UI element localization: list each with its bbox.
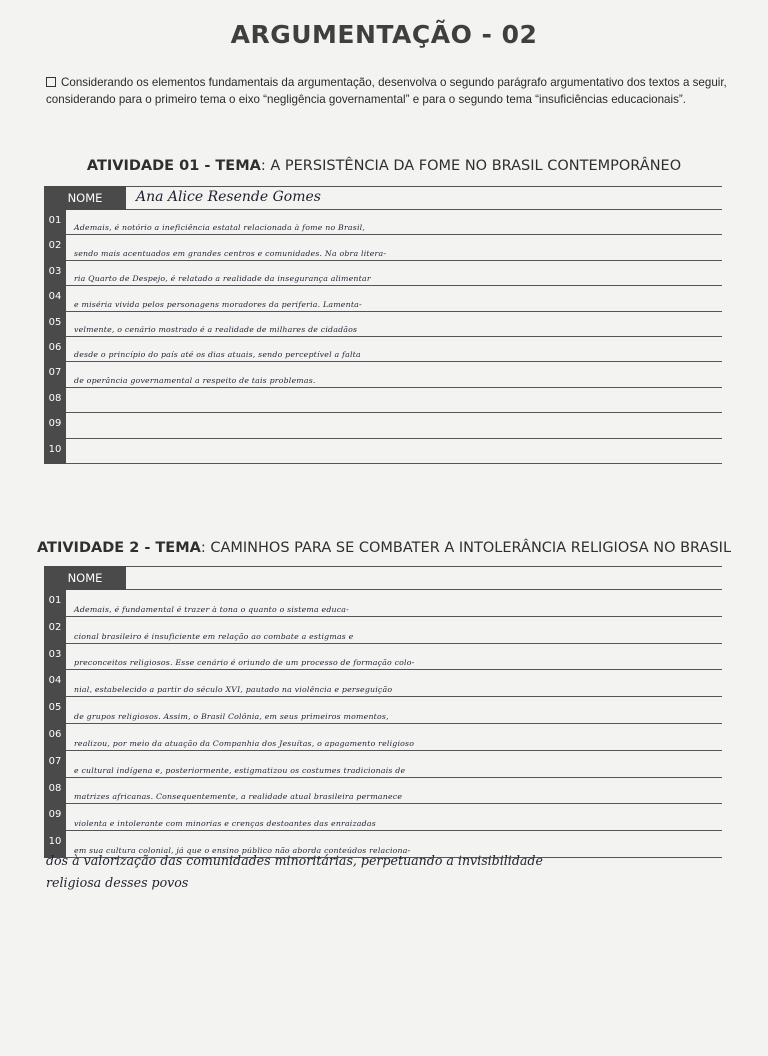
writing-line[interactable] bbox=[44, 210, 722, 235]
line-number: 04 bbox=[44, 670, 66, 697]
line-number: 01 bbox=[44, 210, 66, 235]
line-number: 08 bbox=[44, 778, 66, 805]
handwritten-text: Ademais, é notório a ineficiência estatal relacionada à fome no Brasil, bbox=[74, 223, 366, 233]
writing-line[interactable] bbox=[44, 617, 722, 644]
activity2-sheet bbox=[44, 566, 722, 858]
line-number: 05 bbox=[44, 312, 66, 337]
handwritten-text: e miséria vivida pelos personagens moradores da periferia. Lamenta- bbox=[74, 299, 362, 309]
writing-line[interactable] bbox=[44, 644, 722, 671]
activity2-label: ATIVIDADE 2 - TEMA bbox=[36, 540, 201, 556]
activity1-lines bbox=[44, 210, 722, 464]
writing-line[interactable] bbox=[44, 724, 722, 751]
instructions-text: Considerando os elementos fundamentais da argumentação, desenvolva o segundo parágrafo argumentativo dos textos a seguir, considerando para o primeiro tema o eixo “negligência governamental” e para o segundo tema “insuficiências educacionais”. bbox=[46, 76, 727, 106]
handwritten-text: sendo mais acentuados em grandes centros e comunidades. Na obra litera- bbox=[74, 248, 387, 258]
handwritten-text: violenta e intolerante com minorias e crenças destoantes das enraizadas bbox=[74, 819, 376, 829]
activity1-sheet bbox=[44, 186, 722, 464]
line-number: 02 bbox=[44, 235, 66, 260]
writing-line[interactable] bbox=[44, 439, 722, 464]
handwritten-text: Ademais, é fundamental é trazer à tona o quanto o sistema educa- bbox=[74, 604, 349, 614]
name-label: NOME bbox=[44, 566, 126, 590]
activity1-title bbox=[0, 158, 768, 174]
line-number: 08 bbox=[44, 388, 66, 413]
writing-line[interactable] bbox=[44, 670, 722, 697]
line-number: 09 bbox=[44, 413, 66, 438]
activity1-theme: : A PERSISTÊNCIA DA FOME NO BRASIL CONTEMPORÂNEO bbox=[260, 158, 682, 174]
page-title: ARGUMENTAÇÃO - 02 bbox=[230, 20, 538, 49]
name-label: NOME bbox=[44, 186, 126, 210]
activity2-lines bbox=[44, 590, 722, 858]
activity1-name-row bbox=[44, 186, 722, 210]
writing-line[interactable] bbox=[44, 590, 722, 617]
line-number: 09 bbox=[44, 804, 66, 831]
activity2-theme: : CAMINHOS PARA SE COMBATER A INTOLERÂNCIA RELIGIOSA NO BRASIL bbox=[200, 540, 732, 556]
writing-line[interactable] bbox=[44, 413, 722, 438]
writing-line[interactable] bbox=[44, 751, 722, 778]
overflow-line: religiosa desses povos bbox=[46, 875, 189, 890]
line-number: 06 bbox=[44, 724, 66, 751]
writing-line[interactable] bbox=[44, 312, 722, 337]
handwritten-text: de operância governamental a respeito de tais problemas. bbox=[74, 375, 316, 385]
handwritten-text: velmente, o cenário mostrado é a realidade de milhares de cidadãos bbox=[74, 324, 358, 334]
line-number: 10 bbox=[44, 439, 66, 464]
line-number: 01 bbox=[44, 590, 66, 617]
writing-line[interactable] bbox=[44, 804, 722, 831]
writing-line[interactable] bbox=[44, 286, 722, 311]
handwritten-text: ria Quarto de Despejo, é relatado a realidade da insegurança alimentar bbox=[74, 274, 371, 284]
handwritten-text: em sua cultura colonial, já que o ensino público não aborda conteúdos relaciona- bbox=[74, 845, 411, 855]
handwritten-text: desde o princípio do país até os dias atuais, sendo perceptível a falta bbox=[74, 350, 361, 360]
writing-line[interactable] bbox=[44, 337, 722, 362]
line-number: 03 bbox=[44, 261, 66, 286]
handwritten-text: cional brasileiro é insuficiente em relação ao combate a estigmas e bbox=[74, 631, 354, 641]
line-number: 04 bbox=[44, 286, 66, 311]
handwritten-text: nial, estabelecido a partir do século XVI, pautado na violência e perseguição bbox=[74, 685, 393, 695]
line-number: 10 bbox=[44, 831, 66, 858]
line-number: 07 bbox=[44, 751, 66, 778]
writing-line[interactable] bbox=[44, 362, 722, 387]
writing-line[interactable] bbox=[44, 778, 722, 805]
line-number: 06 bbox=[44, 337, 66, 362]
writing-line[interactable] bbox=[44, 261, 722, 286]
name-field[interactable]: Ana Alice Resende Gomes bbox=[136, 189, 321, 205]
checkbox-icon bbox=[46, 77, 56, 87]
handwritten-text: realizou, por meio da atuação da Companhia dos Jesuítas, o apagamento religioso bbox=[74, 738, 415, 748]
handwritten-text: de grupos religiosos. Assim, o Brasil Colônia, em seus primeiros momentos, bbox=[74, 711, 389, 721]
instructions bbox=[46, 74, 736, 108]
activity1-label: ATIVIDADE 01 - TEMA bbox=[86, 158, 261, 174]
activity2-title bbox=[0, 540, 768, 556]
writing-line[interactable] bbox=[44, 697, 722, 724]
writing-line[interactable] bbox=[44, 235, 722, 260]
handwritten-text: matrizes africanas. Consequentemente, a realidade atual brasileira permanece bbox=[74, 792, 403, 802]
line-number: 02 bbox=[44, 617, 66, 644]
line-number: 03 bbox=[44, 644, 66, 671]
line-number: 05 bbox=[44, 697, 66, 724]
overflow-line: dos à valorização das comunidades minoritárias, perpetuando a invisibilidade bbox=[46, 853, 543, 868]
handwritten-text: e cultural indígena e, posteriormente, estigmatizou os costumes tradicionais de bbox=[74, 765, 406, 775]
handwritten-text: preconceitos religiosos. Esse cenário é oriundo de um processo de formação colo- bbox=[74, 658, 415, 668]
activity2-name-row bbox=[44, 566, 722, 590]
writing-line[interactable] bbox=[44, 388, 722, 413]
line-number: 07 bbox=[44, 362, 66, 387]
